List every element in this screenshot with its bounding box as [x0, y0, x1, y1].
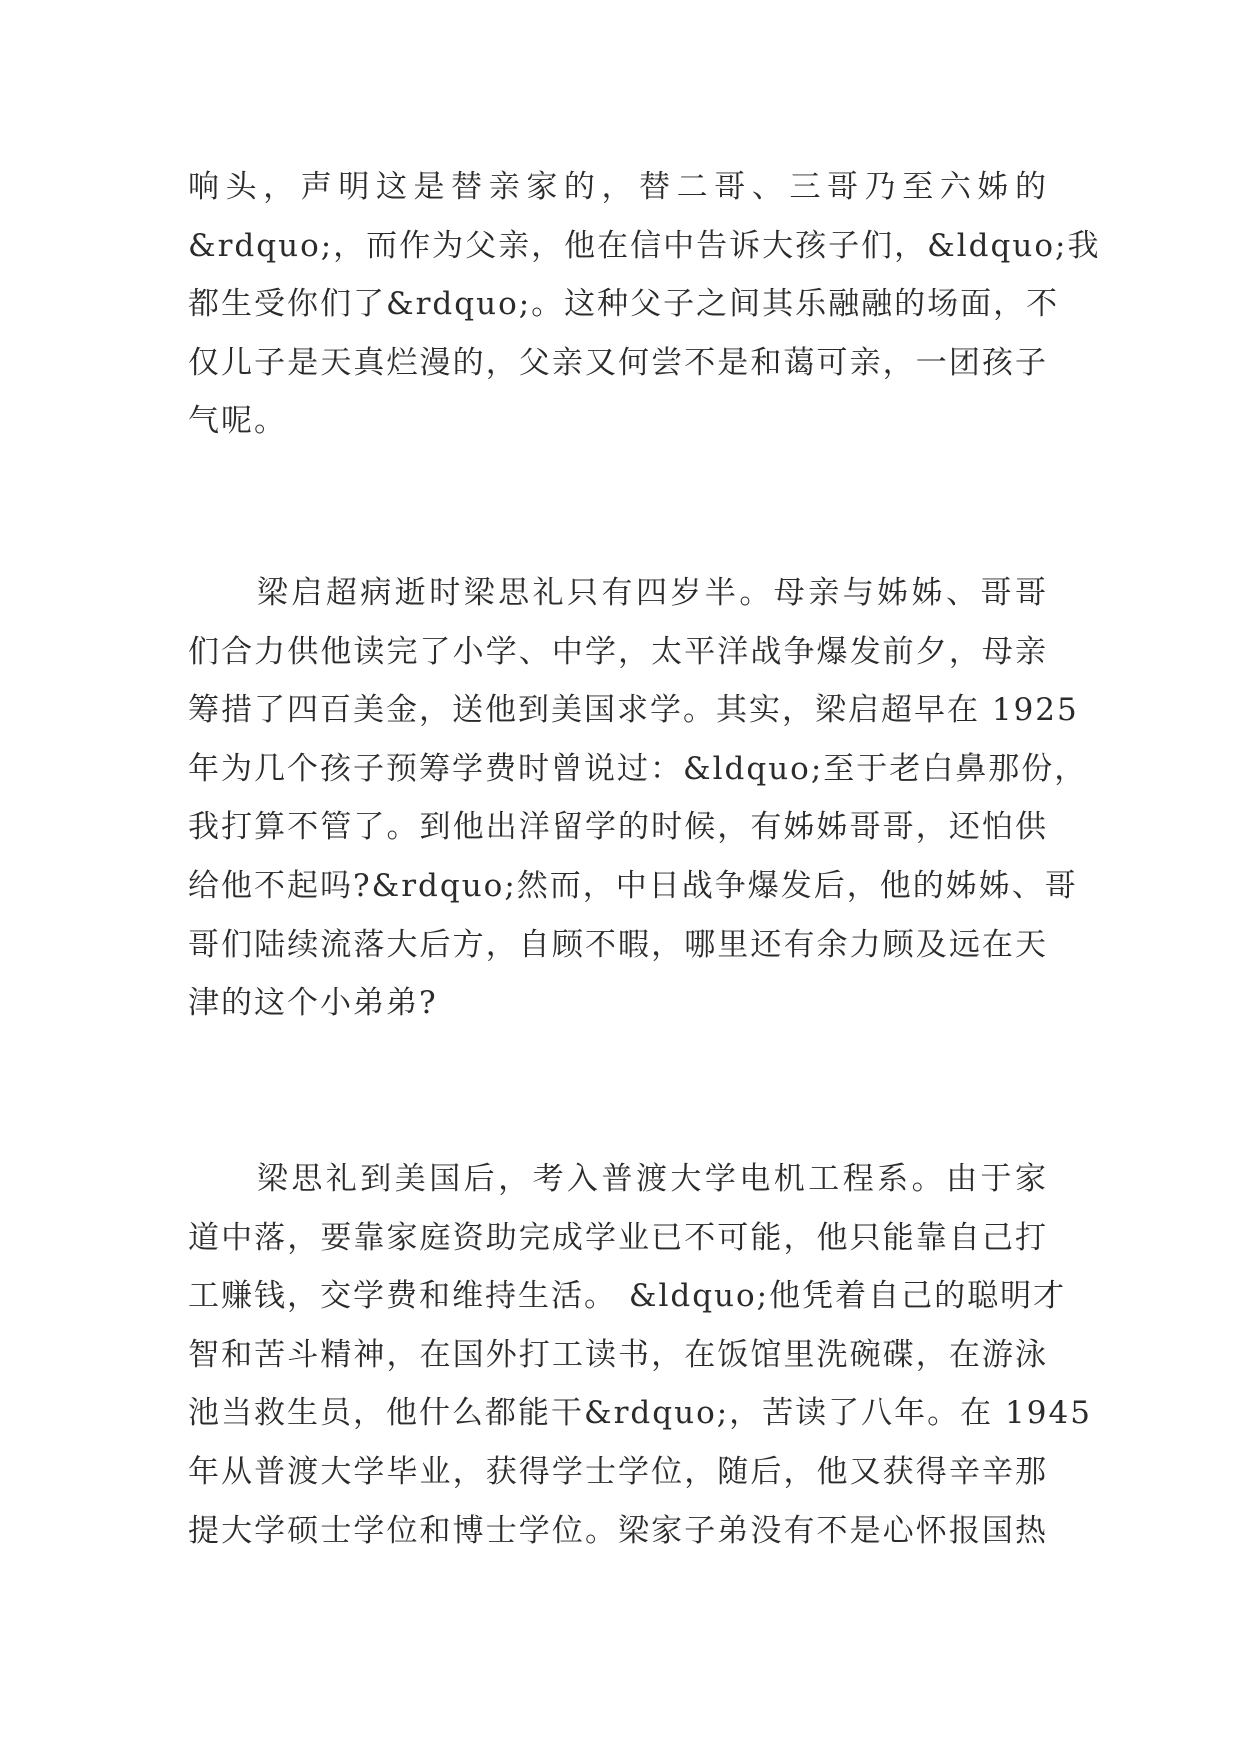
text-line: 我打算不管了。到他出洋留学的时候，有姊姊哥哥，还怕供 — [188, 809, 1048, 846]
text-line: 们合力供他读完了小学、中学，太平洋战争爆发前夕，母亲 — [188, 633, 1048, 670]
text-line: 津的这个小弟弟? — [188, 985, 438, 1022]
text-line: 池当救生员，他什么都能干&rdquo;，苦读了八年。在 1945 — [188, 1395, 1092, 1432]
text-line: 都生受你们了&rdquo;。这种父子之间其乐融融的场面，不 — [188, 286, 1060, 323]
text-line: 筹措了四百美金，送他到美国求学。其实，梁启超早在 1925 — [188, 692, 1079, 729]
text-line: 给他不起吗?&rdquo;然而，中日战争爆发后，他的姊姊、哥 — [188, 867, 1078, 904]
text-line: 梁启超病逝时梁思礼只有四岁半。母亲与姊姊、哥哥 — [188, 575, 1048, 611]
text-line: 仅儿子是天真烂漫的，父亲又何尝不是和蔼可亲，一团孩子 — [188, 344, 1048, 381]
text-line: 道中落，要靠家庭资助完成学业已不可能，他只能靠自己打 — [188, 1219, 1048, 1256]
text-line: 年为几个孩子预筹学费时曾说过：&ldquo;至于老白鼻那份， — [188, 750, 1088, 787]
paragraph-1 — [188, 158, 1101, 451]
text-line: 哥们陆续流落大后方，自顾不暇，哪里还有余力顾及远在天 — [188, 926, 1048, 963]
text-line: &rdquo;，而作为父亲，他在信中告诉大孩子们，&ldquo;我 — [188, 227, 1101, 264]
text-line: 气呢。 — [188, 403, 287, 440]
text-line: 响头，声明这是替亲家的，替二哥、三哥乃至六姊的 — [188, 169, 1048, 205]
text-line: 年从普渡大学毕业，获得学士学位，随后，他又获得辛辛那 — [188, 1453, 1048, 1490]
text-line: 智和苦斗精神，在国外打工读书，在饭馆里洗碗碟，在游泳 — [188, 1336, 1048, 1373]
paragraph-3 — [188, 1150, 1092, 1560]
text-line: 梁思礼到美国后，考入普渡大学电机工程系。由于家 — [188, 1161, 1048, 1197]
text-line: 提大学硕士学位和博士学位。梁家子弟没有不是心怀报国热 — [188, 1512, 1048, 1549]
paragraph-2 — [188, 564, 1088, 1033]
text-line: 工赚钱，交学费和维持生活。 &ldquo;他凭着自己的聪明才 — [188, 1278, 1067, 1315]
